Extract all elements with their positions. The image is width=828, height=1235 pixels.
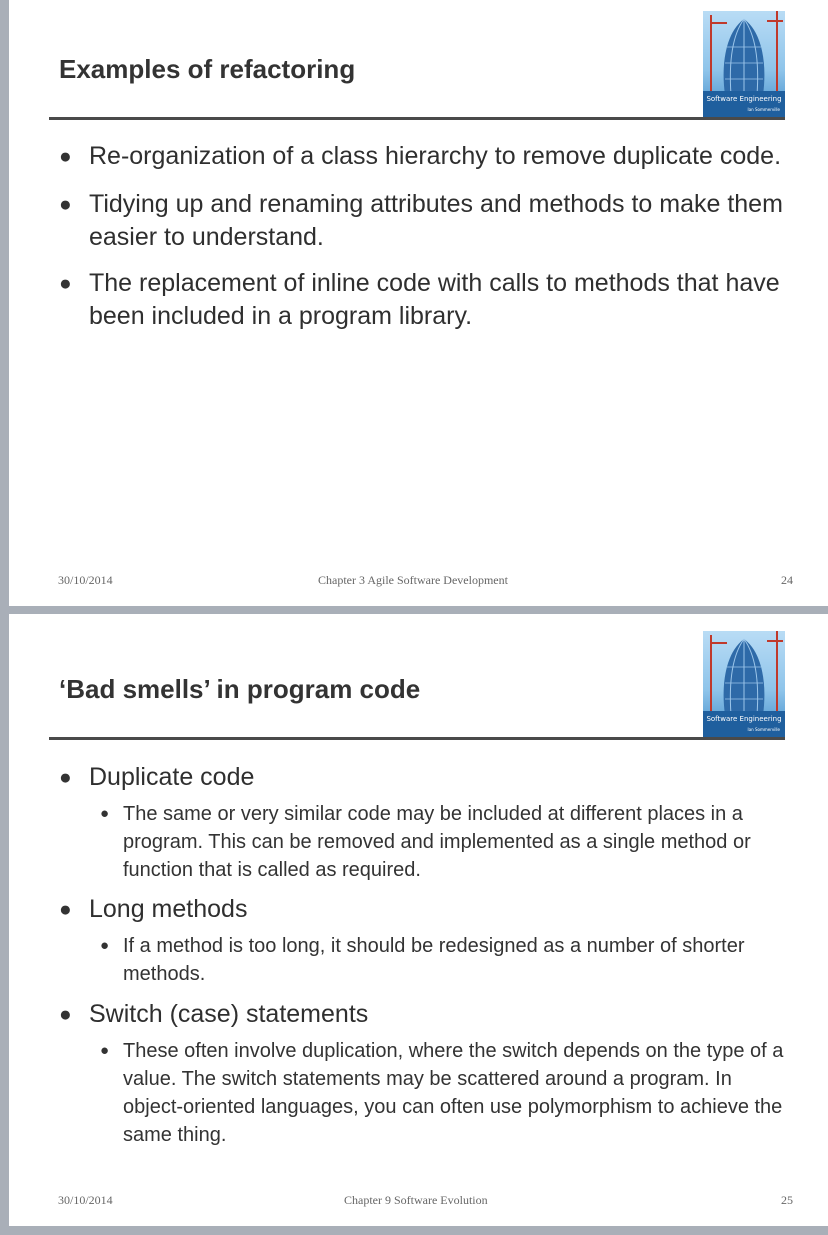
footer-date: 30/10/2014: [58, 573, 113, 587]
bullet-heading: Switch (case) statements: [89, 1000, 369, 1028]
bullet-list: [55, 761, 788, 1149]
title-divider: [49, 737, 785, 740]
book-cover-title: Software Engineering: [706, 95, 782, 103]
bullet-dot-icon: ●: [100, 805, 110, 822]
bullet-item: [55, 140, 788, 173]
bullet-dot-icon: ●: [100, 1042, 110, 1059]
bullet-item: [55, 188, 788, 254]
slide-title: Examples of refactoring: [59, 54, 356, 84]
book-cover-author: Ian Sommerville: [747, 107, 780, 112]
bullet-list: [55, 140, 788, 333]
book-cover-author: Ian Sommerville: [747, 727, 780, 732]
slide-24: [9, 0, 828, 606]
footer-page-number: 25: [781, 1193, 793, 1207]
bullet-dot-icon: ●: [59, 145, 72, 168]
bullet-dot-icon: ●: [59, 766, 72, 789]
bullet-item: [55, 998, 788, 1031]
book-cover-image: [703, 11, 785, 119]
bullet-item: [55, 761, 788, 794]
bullet-dot-icon: ●: [59, 1003, 72, 1026]
bullet-dot-icon: ●: [100, 937, 110, 954]
bullet-text: The replacement of inline code with calls to methods that have been included in a program library.: [89, 269, 780, 330]
book-cover-title: Software Engineering: [706, 715, 782, 723]
footer-chapter: Chapter 9 Software Evolution: [344, 1193, 488, 1207]
bullet-item: [55, 267, 788, 333]
sub-bullet-item: [55, 800, 788, 884]
footer-chapter: Chapter 3 Agile Software Development: [318, 573, 508, 587]
footer-date: 30/10/2014: [58, 1193, 113, 1207]
sub-bullet-item: [55, 932, 788, 988]
bullet-heading: Duplicate code: [89, 763, 255, 791]
slide-25: [9, 614, 828, 1226]
bullet-heading: Long methods: [89, 895, 248, 923]
bullet-item: [55, 893, 788, 926]
sub-bullet-text: If a method is too long, it should be redesigned as a number of shorter methods.: [123, 935, 745, 985]
bullet-dot-icon: ●: [59, 898, 72, 921]
bullet-dot-icon: ●: [59, 272, 72, 295]
book-cover-image: [703, 631, 785, 739]
sub-bullet-text: The same or very similar code may be included at different places in a program. This can be removed and implemented as a single method or function that is called as required.: [123, 803, 751, 881]
bullet-text: Re-organization of a class hierarchy to remove duplicate code.: [89, 142, 782, 170]
footer-page-number: 24: [781, 573, 793, 587]
slide-title: ‘Bad smells’ in program code: [59, 674, 421, 704]
bullet-text: Tidying up and renaming attributes and methods to make them easier to understand.: [89, 190, 783, 251]
bullet-dot-icon: ●: [59, 193, 72, 216]
sub-bullet-text: These often involve duplication, where the switch depends on the type of a value. The switch statements may be scattered around a program. In object-oriented languages, you can often use polymorphism to achieve the same thing.: [123, 1040, 784, 1146]
sub-bullet-item: [55, 1037, 788, 1149]
title-divider: [49, 117, 785, 120]
